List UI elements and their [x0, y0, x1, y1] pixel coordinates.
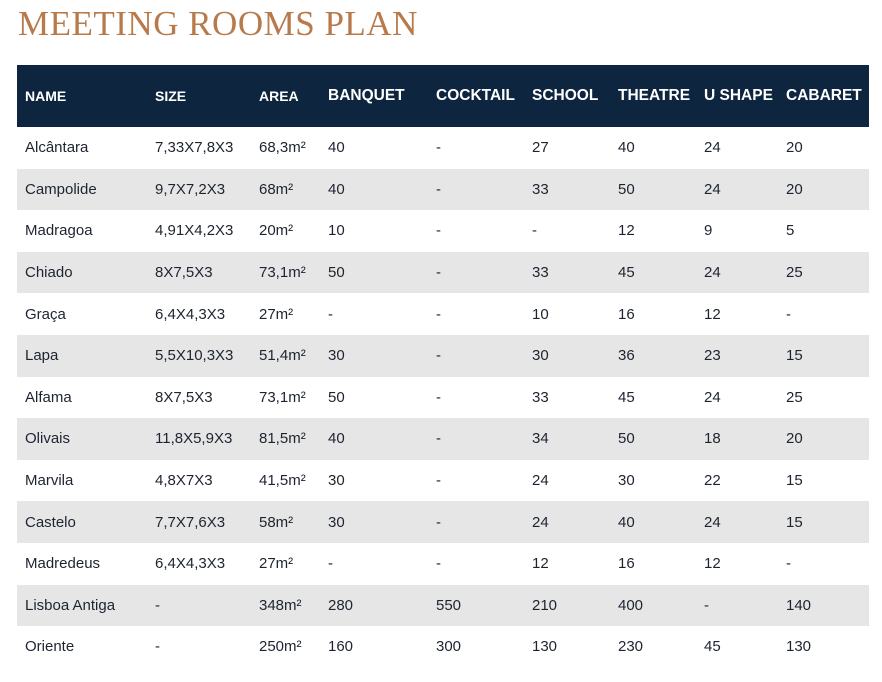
cell-banquet: 40 [328, 430, 345, 448]
cell-name: Marvila [25, 472, 74, 490]
cell-cabaret: 25 [786, 388, 803, 406]
cell-banquet: 30 [328, 472, 345, 490]
cell-cabaret: 130 [786, 638, 812, 656]
cell-name: Madredeus [25, 555, 101, 573]
cell-theatre: 40 [618, 513, 635, 531]
cell-cocktail: - [436, 222, 441, 240]
table-row [17, 335, 869, 377]
cell-cabaret: 20 [786, 180, 803, 198]
cell-school: 24 [532, 513, 549, 531]
cell-u-shape: 12 [704, 555, 721, 573]
cell-u-shape: - [704, 596, 709, 614]
cell-cabaret: 20 [786, 139, 803, 157]
cell-school: 33 [532, 388, 549, 406]
cell-name: Lisboa Antiga [25, 596, 116, 614]
cell-size: 4,91X4,2X3 [155, 222, 234, 240]
table-row [17, 210, 869, 252]
cell-size: 8X7,5X3 [155, 264, 213, 282]
cell-banquet: 30 [328, 513, 345, 531]
cell-u-shape: 24 [704, 139, 721, 157]
table-row [17, 377, 869, 419]
cell-cabaret: 140 [786, 596, 812, 614]
cell-u-shape: 24 [704, 180, 721, 198]
cell-school: 27 [532, 139, 549, 157]
table-row [17, 543, 869, 585]
cell-cocktail: - [436, 180, 441, 198]
cell-u-shape: 23 [704, 347, 721, 365]
cell-banquet: 30 [328, 347, 345, 365]
cell-area: 27m² [259, 555, 294, 573]
cell-area: 27m² [259, 305, 294, 323]
cell-cocktail: - [436, 264, 441, 282]
column-header-cabaret: CABARET [786, 87, 862, 104]
cell-area: 73,1m² [259, 388, 306, 406]
cell-name: Lapa [25, 347, 59, 365]
cell-school: 10 [532, 305, 549, 323]
cell-area: 250m² [259, 638, 302, 656]
table-row [17, 169, 869, 211]
cell-banquet: 160 [328, 638, 354, 656]
cell-area: 51,4m² [259, 347, 306, 365]
cell-school: 130 [532, 638, 558, 656]
cell-area: 348m² [259, 596, 302, 614]
table-row [17, 293, 869, 335]
cell-size: 8X7,5X3 [155, 388, 213, 406]
cell-u-shape: 12 [704, 305, 721, 323]
cell-u-shape: 9 [704, 222, 713, 240]
cell-banquet: 50 [328, 264, 345, 282]
cell-school: 34 [532, 430, 549, 448]
cell-name: Alcântara [25, 139, 89, 157]
column-header-school: SCHOOL [532, 87, 599, 104]
cell-area: 20m² [259, 222, 294, 240]
cell-theatre: 40 [618, 139, 635, 157]
cell-banquet: 40 [328, 180, 345, 198]
cell-cabaret: 15 [786, 472, 803, 490]
cell-name: Olivais [25, 430, 71, 448]
cell-cocktail: - [436, 430, 441, 448]
meeting-rooms-table [17, 65, 869, 668]
table-row [17, 418, 869, 460]
cell-cocktail: - [436, 305, 441, 323]
cell-size: 9,7X7,2X3 [155, 180, 226, 198]
cell-size: 5,5X10,3X3 [155, 347, 234, 365]
table-row [17, 626, 869, 668]
cell-name: Oriente [25, 638, 75, 656]
column-header-theatre: THEATRE [618, 87, 691, 104]
table-row [17, 127, 869, 169]
column-header-name: NAME [25, 88, 67, 104]
cell-theatre: 16 [618, 555, 635, 573]
cell-school: 24 [532, 472, 549, 490]
cell-area: 41,5m² [259, 472, 306, 490]
cell-name: Alfama [25, 388, 72, 406]
cell-u-shape: 22 [704, 472, 721, 490]
cell-name: Chiado [25, 264, 73, 282]
cell-theatre: 45 [618, 388, 635, 406]
cell-school: - [532, 222, 537, 240]
cell-area: 68m² [259, 180, 294, 198]
cell-theatre: 50 [618, 180, 635, 198]
cell-cabaret: - [786, 555, 791, 573]
cell-size: 4,8X7X3 [155, 472, 213, 490]
cell-cocktail: - [436, 472, 441, 490]
cell-theatre: 50 [618, 430, 635, 448]
cell-size: 6,4X4,3X3 [155, 555, 226, 573]
cell-area: 81,5m² [259, 430, 306, 448]
cell-name: Campolide [25, 180, 97, 198]
cell-banquet: 50 [328, 388, 345, 406]
column-header-banquet: BANQUET [328, 87, 405, 104]
cell-area: 68,3m² [259, 139, 306, 157]
cell-u-shape: 18 [704, 430, 721, 448]
cell-banquet: 40 [328, 139, 345, 157]
cell-theatre: 30 [618, 472, 635, 490]
cell-name: Madragoa [25, 222, 93, 240]
cell-banquet: 10 [328, 222, 345, 240]
column-header-size: SIZE [155, 88, 187, 104]
cell-banquet: - [328, 305, 333, 323]
column-header-u-shape: U SHAPE [704, 87, 773, 104]
cell-size: 11,8X5,9X3 [155, 430, 233, 448]
cell-u-shape: 24 [704, 513, 721, 531]
cell-name: Castelo [25, 513, 76, 531]
cell-u-shape: 45 [704, 638, 721, 656]
cell-school: 210 [532, 596, 558, 614]
cell-school: 12 [532, 555, 549, 573]
cell-name: Graça [25, 305, 66, 323]
cell-theatre: 36 [618, 347, 635, 365]
cell-area: 58m² [259, 513, 294, 531]
cell-size: 7,33X7,8X3 [155, 139, 234, 157]
cell-area: 73,1m² [259, 264, 306, 282]
cell-banquet: - [328, 555, 333, 573]
cell-u-shape: 24 [704, 264, 721, 282]
cell-school: 30 [532, 347, 549, 365]
cell-size: 7,7X7,6X3 [155, 513, 226, 531]
cell-theatre: 12 [618, 222, 635, 240]
cell-cabaret: 5 [786, 222, 795, 240]
cell-cabaret: 15 [786, 513, 803, 531]
table-row [17, 252, 869, 294]
table-row [17, 460, 869, 502]
cell-cocktail: - [436, 388, 441, 406]
cell-cabaret: 15 [786, 347, 803, 365]
cell-school: 33 [532, 264, 549, 282]
cell-theatre: 400 [618, 596, 644, 614]
table-row [17, 585, 869, 627]
cell-cocktail: - [436, 555, 441, 573]
cell-theatre: 230 [618, 638, 644, 656]
cell-cocktail: - [436, 139, 441, 157]
cell-size: - [155, 638, 160, 656]
cell-cocktail: - [436, 513, 441, 531]
table-row [17, 501, 869, 543]
cell-cocktail: - [436, 347, 441, 365]
cell-theatre: 16 [618, 305, 635, 323]
cell-cocktail: 550 [436, 596, 462, 614]
cell-cabaret: 25 [786, 264, 803, 282]
cell-u-shape: 24 [704, 388, 721, 406]
cell-cocktail: 300 [436, 638, 462, 656]
page-title: MEETING ROOMS PLAN [18, 4, 418, 43]
table-header-row [17, 65, 869, 127]
column-header-cocktail: COCKTAIL [436, 87, 515, 104]
cell-cabaret: 20 [786, 430, 803, 448]
cell-size: 6,4X4,3X3 [155, 305, 226, 323]
table-body [17, 127, 869, 668]
cell-school: 33 [532, 180, 549, 198]
cell-banquet: 280 [328, 596, 354, 614]
column-header-area: AREA [259, 88, 299, 104]
cell-theatre: 45 [618, 264, 635, 282]
cell-size: - [155, 596, 160, 614]
cell-cabaret: - [786, 305, 791, 323]
